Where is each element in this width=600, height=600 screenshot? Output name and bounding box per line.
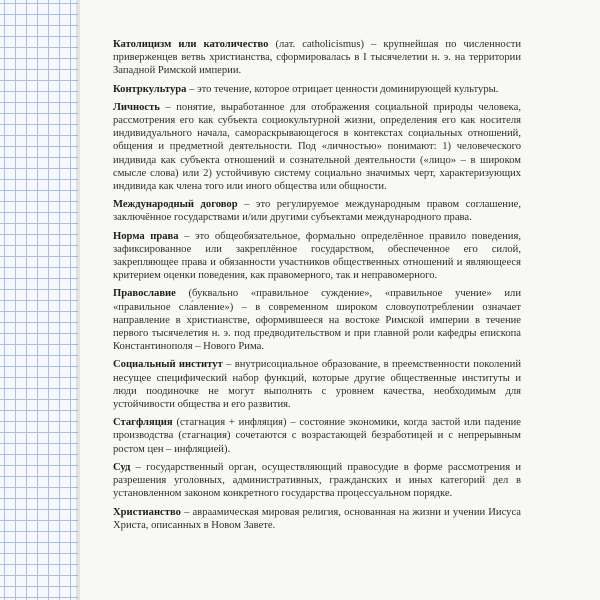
glossary-definition: – государственный орган, осуществляющий правосудие в форме рассмотрения и разрешения уголовных, административных, гражданских и иных категорий дел в установленном законом конкретного государства процессуальном порядке. — [113, 461, 521, 500]
glossary-definition: – это течение, которое отрицает ценности доминирующей культуры. — [186, 83, 499, 95]
glossary-definition: (стагнация + инфляция) – состояние экономики, когда застой или падение производства (стагнация) сочетаются с возрастающей безработицей и с непрерывным ростом цен – инфляцией). — [113, 417, 521, 455]
glossary-entry — [113, 461, 521, 501]
glossary — [113, 38, 521, 537]
glossary-entry — [113, 198, 521, 224]
glossary-entry — [113, 101, 521, 193]
glossary-term: Христианство — [113, 506, 181, 518]
glossary-term: Католицизм или католичество — [113, 39, 269, 50]
glossary-term: Контркультура — [113, 83, 187, 95]
glossary-entry — [113, 230, 521, 283]
glossary-entry — [113, 83, 521, 96]
glossary-entry — [113, 287, 521, 353]
glossary-term: Норма права — [113, 230, 179, 242]
glossary-entry — [113, 38, 521, 78]
glossary-definition: – это общеобязательное, формально определённое правило поведения, зафиксированное или закреплённое государством, обеспеченное его силой, закрепляющее права и обязанности участников общественных отношений и являющееся критерием оценки поведения, как правомерного, так и неправомерного. — [113, 230, 521, 282]
glossary-definition: – авраамическая мировая религия, основанная на жизни и учении Иисуса Христа, описанных в Новом Завете. — [113, 506, 521, 531]
glossary-entry — [113, 506, 521, 532]
glossary-term: Суд — [113, 461, 131, 473]
glossary-definition: – внутрисоциальное образование, в преемственности поколений несущее специфический набор функций, которые другие общественные институты и люди поодиночке не могут выполнять с уровнем качества, необходимым для устойчивости общества и его развития. — [113, 359, 521, 411]
glossary-term: Международный договор — [113, 199, 238, 211]
glossary-definition: – понятие, выработанное для отображения социальной природы человека, рассмотрения его как субъекта социокультурной жизни, определения его как носителя индивидуального начала, самораскрывающегося в контекстах социальных отношений, общения и предметной деятельности. Под «личностью» понимают: 1) человеческого индивида как субъекта отношений и сознательной деятельности («лицо» – в широком смысле слова) или 2) устойчивую систему социально значимых черт, характеризующих индивида как члена того или иного общества или общности. — [113, 101, 521, 193]
glossary-entry — [113, 358, 521, 411]
glossary-term: Личность — [113, 101, 160, 113]
glossary-entry — [113, 416, 521, 456]
glossary-definition: (буквально «правильное суждение», «правильное учение» или «правильное сла́вление») – в современном широком словоупотреблении означает направление в христианстве, оформившееся на востоке Римской империи в течение первого тысячелетия н. э. под предводительством и при главной роли кафедры епископа Константинополя – Нового Рима. — [113, 288, 521, 353]
grid-paper-edge — [0, 0, 78, 600]
glossary-term: Православие — [113, 288, 176, 300]
glossary-definition: – это регулируемое международным правом соглашение, заключённое государствами и/или другими субъектами международного права. — [113, 199, 521, 224]
glossary-term: Социальный институт — [113, 359, 223, 371]
glossary-definition: (лат. catholicismus) – крупнейшая по численности приверженцев ветвь христианства, сформировалась в I тысячелетии н. э. на территории Западной Римской империи. — [113, 39, 521, 77]
glossary-term: Стагфляция — [113, 417, 173, 429]
